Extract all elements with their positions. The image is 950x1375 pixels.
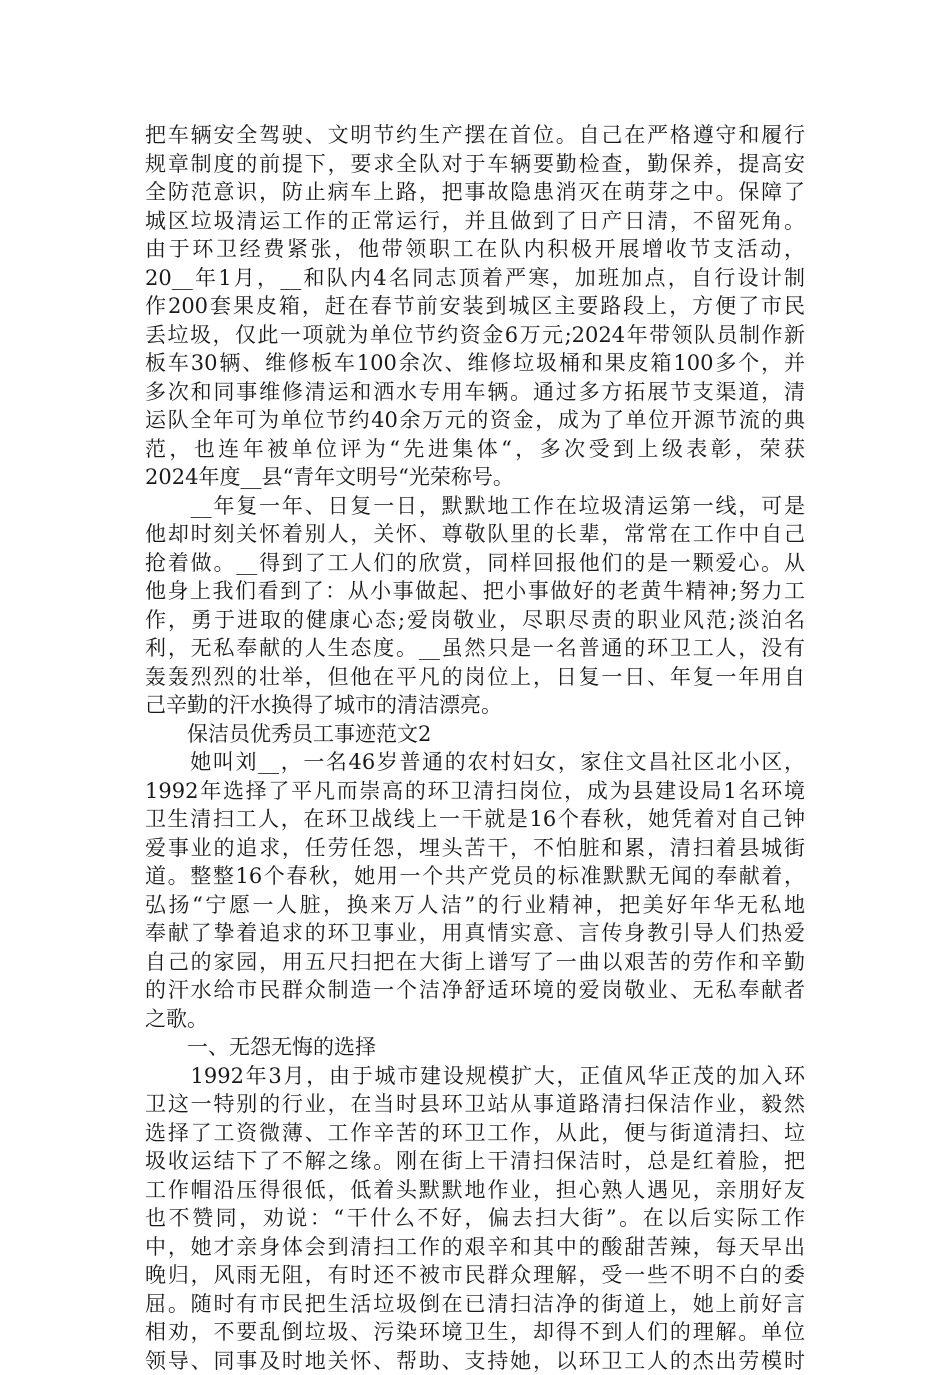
text-line: 利，无私奉献的人生态度。__虽然只是一名普通的环卫工人，没有 [145, 634, 805, 663]
text-line: 由于环卫经费紧张，他带领职工在队内积极开展增收节支活动， [145, 235, 805, 264]
text-line: __年复一年、日复一日，默默地工作在垃圾清运第一线，可是 [145, 492, 805, 521]
text-line: 板车30辆、维修板车100余次、维修垃圾桶和果皮箱100多个，并 [145, 349, 805, 378]
document-body [145, 121, 805, 1375]
text-line: 丢垃圾，仅此一项就为单位节约资金6万元;2024年带领队员制作新 [145, 321, 805, 350]
text-line: 爱事业的追求，任劳任怨，埋头苦干，不怕脏和累，清扫着县城街 [145, 834, 805, 863]
text-line: 之歌。 [145, 1005, 805, 1034]
text-line: 她叫刘__，一名46岁普通的农村妇女，家住文昌社区北小区， [145, 748, 805, 777]
text-line: 奉献了挚着追求的环卫事业，用真情实意、言传身教引导人们热爱 [145, 919, 805, 948]
text-line: 规章制度的前提下，要求全队对于车辆要勤检查，勤保养，提高安 [145, 150, 805, 179]
text-line: 抢着做。__得到了工人们的欣赏，同样回报他们的是一颗爱心。从 [145, 549, 805, 578]
text-line: 己辛勤的汗水换得了城市的清洁漂亮。 [145, 691, 805, 720]
text-line: 作，勇于进取的健康心态;爱岗敬业，尽职尽责的职业风范;淡泊名 [145, 606, 805, 635]
text-line: 1992年选择了平凡而崇高的环卫清扫岗位，成为县建设局1名环境 [145, 777, 805, 806]
text-line: 也不赞同，劝说：“干什么不好，偏去扫大街”。在以后实际工作 [145, 1204, 805, 1233]
text-line: 1992年3月，由于城市建设规模扩大，正值风华正茂的加入环 [145, 1062, 805, 1091]
text-line: 城区垃圾清运工作的正常运行，并且做到了日产日清，不留死角。 [145, 207, 805, 236]
text-line: 范，也连年被单位评为“先进集体“，多次受到上级表彰，荣获 [145, 435, 805, 464]
text-line: 把车辆安全驾驶、文明节约生产摆在首位。自己在严格遵守和履行 [145, 121, 805, 150]
text-line: 工作帽沿压得很低，低着头默默地作业，担心熟人遇见，亲朋好友 [145, 1176, 805, 1205]
text-line: 他身上我们看到了：从小事做起、把小事做好的老黄牛精神;努力工 [145, 577, 805, 606]
text-line: 选择了工资微薄、工作辛苦的环卫工作，从此，便与街道清扫、垃 [145, 1119, 805, 1148]
text-line: 相劝，不要乱倒垃圾、污染环境卫生，却得不到人们的理解。单位 [145, 1318, 805, 1347]
text-line: 自己的家园，用五尺扫把在大街上谱写了一曲以艰苦的劳作和辛勤 [145, 948, 805, 977]
text-line: 全防范意识，防止病车上路，把事故隐患消灭在萌芽之中。保障了 [145, 178, 805, 207]
text-line: 道。整整16个春秋，她用一个共产党员的标准默默无闻的奉献着， [145, 862, 805, 891]
text-line: 卫生清扫工人，在环卫战线上一干就是16个春秋，她凭着对自己钟 [145, 805, 805, 834]
text-line: 2024年度__县“青年文明号“光荣称号。 [145, 463, 805, 492]
text-line: 弘扬“宁愿一人脏，换来万人洁”的行业精神，把美好年华无私地 [145, 891, 805, 920]
text-line: 多次和同事维修清运和洒水专用车辆。通过多方拓展节支渠道，清 [145, 378, 805, 407]
text-line: 一、无怨无悔的选择 [145, 1033, 805, 1062]
text-line: 的汗水给市民群众制造一个洁净舒适环境的爱岗敬业、无私奉献者 [145, 976, 805, 1005]
text-line: 他却时刻关怀着别人，关怀、尊敬队里的长辈，常常在工作中自己 [145, 520, 805, 549]
text-line: 作200套果皮箱，赶在春节前安装到城区主要路段上，方便了市民 [145, 292, 805, 321]
text-line: 圾收运结下了不解之缘。刚在街上干清扫保洁时，总是红着脸，把 [145, 1147, 805, 1176]
text-line: 卫这一特别的行业，在当时县环卫站从事道路清扫保洁作业，毅然 [145, 1090, 805, 1119]
text-line: 领导、同事及时地关怀、帮助、支持她，以环卫工人的杰出劳模时 [145, 1347, 805, 1375]
text-line: 20__年1月，__和队内4名同志顶着严寒，加班加点，自行设计制 [145, 264, 805, 293]
text-line: 屈。随时有市民把生活垃圾倒在已清扫洁净的街道上，她上前好言 [145, 1290, 805, 1319]
text-line: 轰轰烈烈的壮举，但他在平凡的岗位上，日复一日、年复一年用自 [145, 663, 805, 692]
text-line: 晚归，风雨无阻，有时还不被市民群众理解，受一些不明不白的委 [145, 1261, 805, 1290]
text-line: 保洁员优秀员工事迹范文2 [145, 720, 805, 749]
text-line: 运队全年可为单位节约40余万元的资金，成为了单位开源节流的典 [145, 406, 805, 435]
text-line: 中，她才亲身体会到清扫工作的艰辛和其中的酸甜苦辣，每天早出 [145, 1233, 805, 1262]
